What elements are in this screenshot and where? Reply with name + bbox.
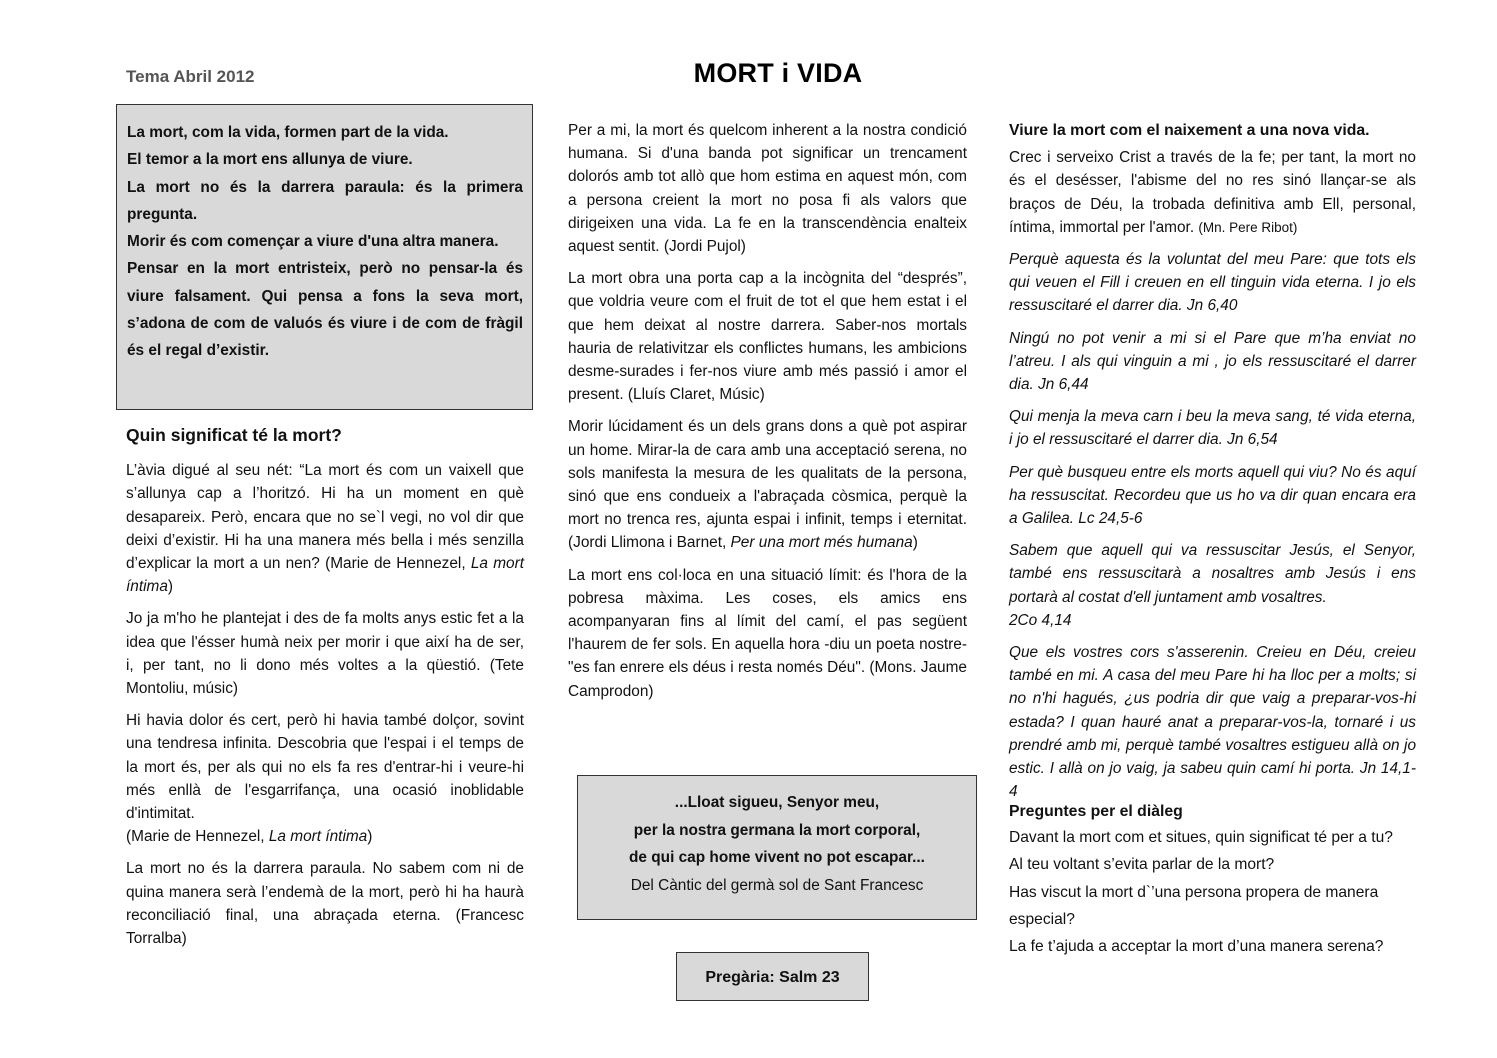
intro-quote-box bbox=[116, 104, 533, 410]
quote-line: ...Lloat sigueu, Senyor meu, bbox=[674, 794, 880, 811]
paragraph: Morir lúcidament és un dels grans dons a què pot aspirar un home. Mirar-la de cara amb una acceptació serena, no sols manifesta la mesura de les qualitats de la persona, sinó que ens condueix a l'abraçada còsmica, perquè la mort no trenca res, ajunta espai i infinit, temps i eternitat. (Jordi Llimona i Barnet, Per una mort més humana) bbox=[568, 418, 967, 552]
page-title: MORT i VIDA bbox=[693, 58, 863, 88]
dialogue-section bbox=[1009, 800, 1416, 960]
column-1 bbox=[126, 424, 524, 959]
dialogue-heading: Preguntes per el diàleg bbox=[1009, 803, 1183, 820]
intro-line: El temor a la mort ens allunya de viure. bbox=[127, 151, 413, 169]
bible-verse: Perquè aquesta és la voluntat del meu Pare: que tots els qui veuen el Fill i creuen en ell tinguin vida eterna. I jo els ressuscitaré el darrer dia. Jn 6,40 bbox=[1009, 251, 1416, 315]
quote-line: per la nostra germana la mort corporal, bbox=[633, 821, 921, 839]
bible-verse: Per què busqueu entre els morts aquell qui viu? No és aquí ha ressuscitat. Recordeu que us ho va dir quan encara era a Galilea. Lc 24,5-6 bbox=[1009, 463, 1416, 528]
column-3 bbox=[1009, 119, 1416, 812]
section-heading: Viure la mort com el naixement a una nova vida. bbox=[1009, 122, 1370, 139]
canticle-quote-box bbox=[577, 775, 977, 920]
paragraph: Crec i serveixo Crist a través de la fe; per tant, la mort no és el desésser, l'abisme del no res sinó llançar-se als braços de Déu, la trobada definitiva amb Ell, personal, íntima, immortal per l'amor. (Mn. Pere Ribot) bbox=[1009, 149, 1416, 236]
paragraph: Per a mi, la mort és quelcom inherent a la nostra condició humana. Si d'una banda pot significar un trencament dolorós amb tot allò que hom estima en aquest món, com a persona creient la mort no posa fi als valors que dirigeixen una vida. La fe en la transcendència enalteix aquest sentit. (Jordi Pujol) bbox=[568, 122, 967, 256]
paragraph: La mort ens col·loca en una situació límit: és l'hora de la pobresa màxima. Les coses, els amics ens acompanyaran fins al límit del camí, el pas següent l'haurem de fer sols. En aquella hora -diu un poeta nostre- "es fan enrere els déus i resta només Déu". (Mons. Jaume Camprodon) bbox=[568, 566, 967, 700]
intro-line: La mort no és la darrera paraula: és la primera pregunta. bbox=[127, 178, 523, 223]
quote-line: de qui cap home vivent no pot escapar... bbox=[629, 849, 925, 866]
paragraph: L’àvia digué al seu nét: “La mort és com un vaixell que s’allunya cap a l’horitzó. Hi ha un moment en què desapareix. Però, encara que no se`l vegi, no vol dir que deixi d’existir. Hi ha una manera més bella i més senzilla d’explicar la mort a un nen? (Marie de Hennezel, La mort íntima) bbox=[126, 462, 524, 596]
paragraph: Jo ja m'ho he plantejat i des de fa molts anys estic fet a la idea que l'ésser humà neix per morir i que així ha de ser, i, per tant, no li dono més voltes a la qüestió. (Tete Montoliu, músic) bbox=[126, 610, 524, 698]
paragraph: La mort no és la darrera paraula. No sabem com ni de quina manera serà l’endemà de la mort, però hi ha haurà reconciliació final, una abraçada eterna. (Francesc Torralba) bbox=[126, 860, 524, 948]
dialogue-question: La fe t’ajuda a acceptar la mort d’una manera serena? bbox=[1009, 938, 1384, 956]
bible-verse: Sabem que aquell qui va ressuscitar Jesús, el Senyor, també ens ressuscitarà a nosaltres amb Jesús i ens portarà al costat d'ell juntament amb vosaltres. 2Co 4,14 bbox=[1009, 542, 1416, 629]
bible-verse: Ningú no pot venir a mi si el Pare que m’ha enviat no l’atreu. I als qui vinguin a mi , jo els ressuscitaré el darrer dia. Jn 6,44 bbox=[1009, 329, 1416, 394]
bible-verse: Que els vostres cors s'asserenin. Creieu en Déu, creieu també en mi. A casa del meu Pare hi ha lloc per a molts; si no n'hi hagués, ¿us podria dir que vaig a preparar-vos-hi estada? I quan hauré anat a preparar-vos-la, tornaré i us prendré amb mi, perquè també vosaltres estigueu allà on jo estic. I allà on jo vaig, ja sabeu quin camí hi porta. Jn 14,1-4 bbox=[1009, 644, 1416, 801]
theme-date-label: Tema Abril 2012 bbox=[126, 67, 255, 86]
dialogue-question: Al teu voltant s’evita parlar de la mort? bbox=[1009, 856, 1275, 874]
intro-line: Morir és com començar a viure d'una altra manera. bbox=[127, 233, 499, 251]
prayer-box: Pregària: Salm 23 bbox=[676, 952, 869, 1001]
dialogue-question: Has viscut la mort d`’una persona propera de manera especial? bbox=[1009, 883, 1379, 928]
bible-verse: Qui menja la meva carn i beu la meva sang, té vida eterna, i jo el ressuscitaré el darrer dia. Jn 6,54 bbox=[1009, 408, 1416, 449]
intro-line: Pensar en la mort entristeix, però no pensar-la és viure falsament. Qui pensa a fons la seva mort, s’adona de com de valuós és viure i de com de fràgil és el regal d’existir. bbox=[127, 260, 523, 360]
section-heading: Quin significat té la mort? bbox=[126, 425, 342, 445]
intro-line: La mort, com la vida, formen part de la vida. bbox=[127, 124, 449, 141]
paragraph: La mort obra una porta cap a la incògnita del “després”, que voldria veure com el fruit de tot el que hem estat i el que hem deixat al nostre darrera. Saber-nos mortals hauria de relativitzar els conflictes humans, les ambicions desme-surades i fer-nos viure amb més passió i amor el present. (Lluís Claret, Músic) bbox=[568, 270, 967, 404]
paragraph: Hi havia dolor és cert, però hi havia també dolçor, sovint una tendresa infinita. Descobria que l'espai i el temps de la mort és, per als qui no els fa res d'entrar-hi i veure-hi més enllà de l'esgarrifança, una ocasió inoblidable d'intimitat. (Marie de Hennezel, La mort íntima) bbox=[126, 712, 524, 846]
quote-source: Del Càntic del germà sol de Sant Francesc bbox=[630, 876, 924, 894]
dialogue-question: Davant la mort com et situes, quin significat té per a tu? bbox=[1009, 829, 1393, 847]
column-2 bbox=[568, 119, 967, 712]
